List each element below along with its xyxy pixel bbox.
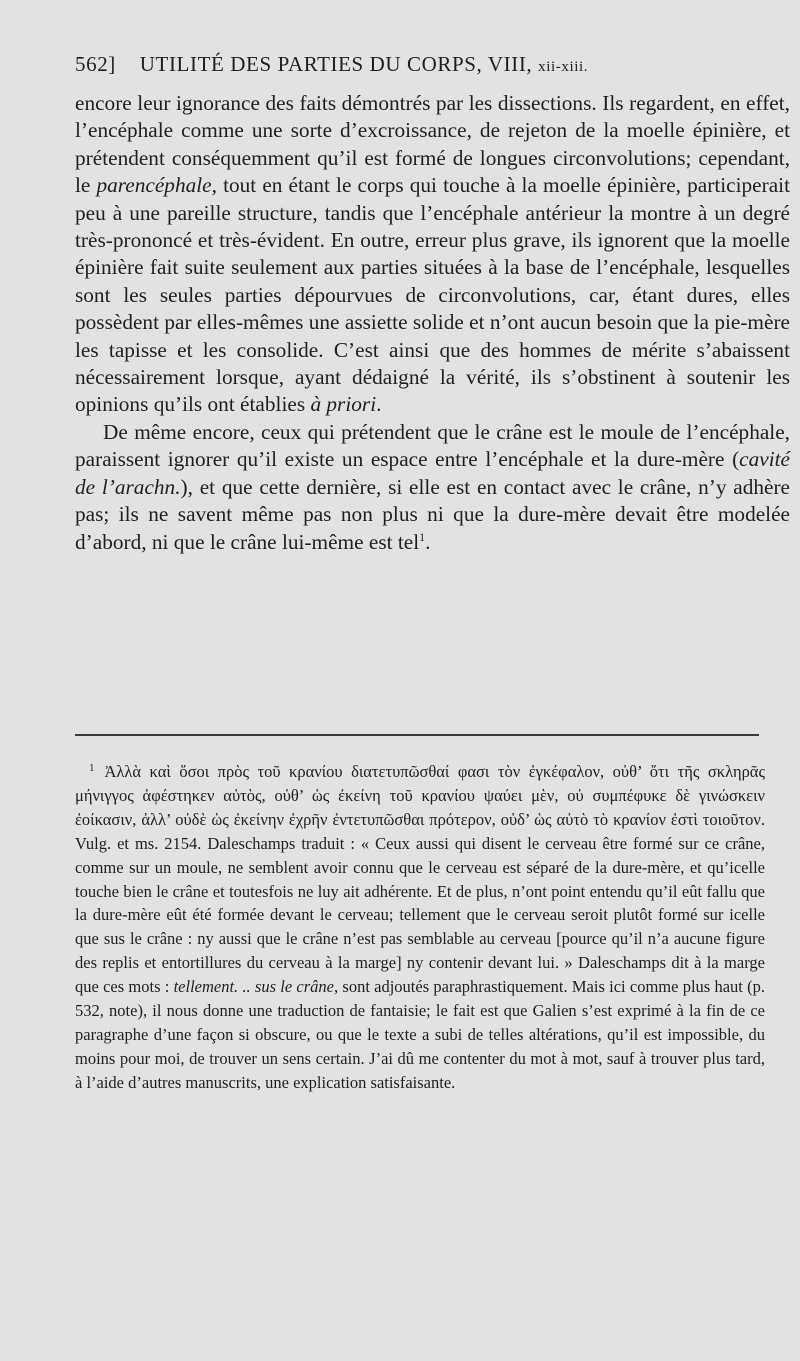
paragraph-1: [75, 90, 790, 419]
footnote-text-b: , sont adjoutés paraphrastiquement. Mais ici comme plus haut (p. 532, note), il nous donne une traduction de fantaisie; le fait est que Galien s’est exprimé à la fin de ce paragraphe d’une façon si obscure, ou que le texte a subi de telles altérations, qu’il est impossible, du moins pour moi, de trouver un sens certain. J’ai dû me contenter du mot à mot, sauf à trouver plus tard, à l’aide d’autres manuscrits, une explication satisfaisante.: [75, 977, 765, 1092]
footnote-section: [75, 760, 765, 1095]
paragraph-2: [75, 419, 790, 556]
paragraph-2-text-b: ), et que cette dernière, si elle est en contact avec le crâne, n’y adhère pas; ils ne savent même pas non plus ni que la dure-mère devait être modelée d’abord, ni que le crâne lui-même est tel: [75, 474, 790, 554]
editorial-note: cavité de l’arachn.: [75, 447, 790, 499]
quoted-phrase: tellement. .. sus le crâne: [173, 977, 335, 997]
a-priori-term: à priori: [310, 392, 377, 417]
footnote-text-a: Vulg. et ms. 2154. Daleschamps traduit : « Ceux aussi qui disent le cerveau être formé sur ce crâne, comme sur un moule, ne semblent avoir connu que le cerveau est séparé de la dure-mère, et qu’icelle touche bien le crâne et toutesfois ne luy ait adhérente. Et de plus, n’ont point entendu qu’il eût fallu que la dure-mère eût été formée devant le cerveau; tellement que le cerveau seroit plutôt formé sur icelle que sus le crâne : ny aussi que le crâne n’est pas semblable au cerveau [pource qu’il n’a aucune figure des replis et entortillures du cerveau à la marge] ny contenir devant lui. » Daleschamps dit à la marge que ces mots :: [75, 833, 765, 997]
footnote-marker: 1: [89, 761, 95, 774]
paragraph-1-text-a: encore leur ignorance des faits démontrés par les dissections. Ils regardent, en effet, l’encéphale comme une sorte d’excroissance, de rejeton de la moelle épinière, et prétendent conséquemment qu’il est formé de longues circonvolutions; cependant, le: [75, 91, 790, 198]
page-number: 562]: [75, 52, 116, 76]
footnote-divider: [75, 734, 759, 736]
paragraph-1-text-c: .: [376, 392, 382, 417]
parencephale-term: parencéphale: [96, 173, 212, 198]
footnote-1: [75, 760, 765, 1095]
main-text: [75, 90, 790, 556]
footnote-reference[interactable]: 1: [419, 529, 426, 544]
running-title: UTILITÉ DES PARTIES DU CORPS, VIII,: [139, 52, 533, 76]
paragraph-2-text-c: .: [425, 529, 431, 554]
running-header: [75, 52, 725, 77]
paragraph-2-text-a: De même encore, ceux qui prétendent que le crâne est le moule de l’encéphale, paraissent ignorer qu’il existe un espace entre l’encéphale et la dure-mère (: [75, 419, 790, 472]
paragraph-1-text-b: , tout en étant le corps qui touche à la moelle épinière, participerait peu à une pareille structure, tandis que l’encéphale antérieur la montre à un degré très-prononcé et très-évident. En outre, erreur plus grave, ils ignorent que la moelle épinière fait suite seulement aux parties situées à la base de l’encéphale, lesquelles sont les seules parties dépourvues de circonvolutions, car, étant dures, elles possèdent par elles-mêmes une assiette solide et n’ont aucun besoin que la pie-mère les tapisse et les consolide. C’est ainsi que des hommes de mérite s’abaissent nécessairement lorsque, ayant dédaigné la vérité, ils s’obstinent à soutenir les opinions qu’ils ont établies: [75, 173, 790, 417]
chapter-reference: xii-xiii.: [538, 59, 589, 75]
greek-quotation: Ἀλλὰ καὶ ὅσοι πρὸς τοῦ κρανίου διατετυπῶσθαί φασι τὸν ἐγκέφαλον, οὐθ’ ὅτι τῆς σκληρᾶς μήνιγγος ἀφέστηκεν αὐτὸς, οὐθ’ ὡς ἐκείνη τοῦ κρανίου ψαύει μὲν, οὐ συμπέφυκε δὲ γινώσκειν ἐοίκασιν, ἀλλ’ οὐδὲ ὡς ἐκείνην ἐχρῆν ἐντετυπῶσθαι πρότερον, οὐδ’ ὡς αὐτὸ τὸ κρανίον ἐστὶ τοιοῦτον.: [75, 762, 765, 829]
